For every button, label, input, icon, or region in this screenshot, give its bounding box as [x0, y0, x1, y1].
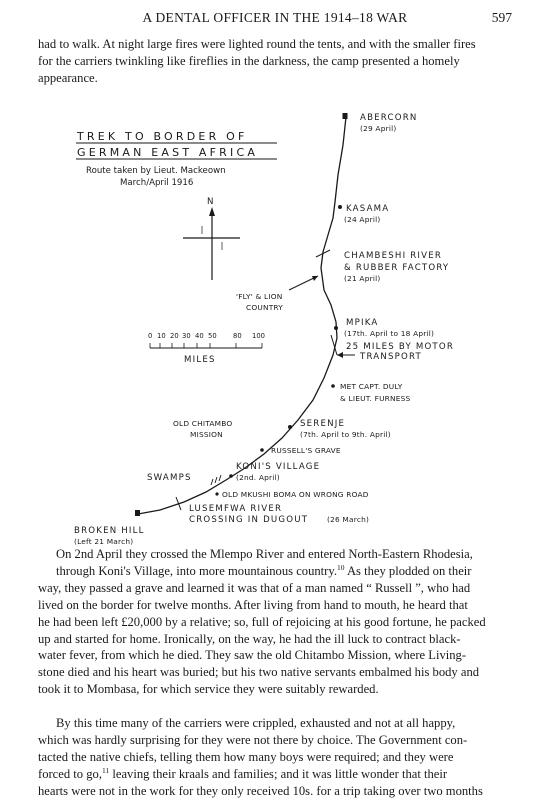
- kasama-dot: [338, 205, 342, 209]
- label-fly-2: COUNTRY: [246, 303, 284, 312]
- scale-tick-30: 30: [182, 332, 191, 340]
- compass-north: N: [207, 197, 215, 207]
- text-line: stone died and his heart was buried; but his two native servants embalmed his body and: [38, 665, 480, 680]
- map-subtitle-line2: March/April 1916: [120, 178, 194, 188]
- label-russell: RUSSELL'S GRAVE: [271, 446, 341, 455]
- label-kasama: KASAMA: [346, 204, 390, 214]
- text-line: hearts were not in the work for they only received 10s. for a trip taking over two months: [38, 783, 483, 798]
- text-line: had to walk. At night large fires were lighted round the tents, and with the smaller fires: [38, 37, 476, 51]
- footnote-ref: 10: [337, 562, 345, 572]
- text-line-with-footnote: [38, 563, 512, 580]
- label-mpika-date: (17th. April to 18 April): [344, 329, 435, 338]
- label-lusemfwa-2: CROSSING IN DUGOUT: [189, 515, 309, 525]
- page-number: 597: [491, 10, 512, 25]
- text-line: he had been left £20,000 by a relative; so, full of rejoicing at his good fortune, he packed: [38, 614, 486, 629]
- label-chambeshi-1: CHAMBESHI RIVER: [344, 251, 443, 261]
- abercorn-marker: [343, 113, 348, 119]
- text-line: for the carriers twinkling like fireflies in the darkness, the camp presented a homely: [38, 53, 460, 68]
- map-title-line2: GERMAN EAST AFRICA: [77, 146, 259, 159]
- text-segment: forced to go,: [38, 766, 102, 781]
- label-lusemfwa-date: (26 March): [327, 515, 370, 524]
- scale-tick-80: 80: [233, 332, 242, 340]
- paragraph-3: [38, 715, 512, 800]
- serenje-dot: [288, 425, 292, 429]
- label-fly-1: 'FLY' & LION: [236, 292, 283, 301]
- scale-tick-10: 10: [157, 332, 166, 340]
- motor-arrowhead: [337, 352, 343, 358]
- mpika-dot: [334, 326, 338, 330]
- label-serenje: SERENJE: [300, 419, 346, 429]
- text-line: up and started for home. Ironically, on the way, he had the ill luck to contract black-: [38, 631, 461, 646]
- label-mkushi: OLD MKUSHI BOMA ON WRONG ROAD: [222, 490, 369, 499]
- text-line: took it to Mombasa, for which service they were suitably rewarded.: [38, 682, 379, 697]
- scale-unit: MILES: [184, 355, 216, 365]
- footnote-ref: 11: [102, 765, 110, 775]
- label-mpika: MPIKA: [346, 318, 379, 328]
- text-line: appearance.: [38, 70, 98, 85]
- label-duly-2: & LIEUT. FURNESS: [340, 394, 411, 403]
- label-abercorn-date: (29 April): [360, 124, 397, 133]
- label-broken-hill-date: (Left 21 March): [74, 537, 134, 546]
- label-koni-date: (2nd. April): [236, 473, 280, 482]
- label-chambeshi-date: (21 April): [344, 274, 381, 283]
- label-koni: KONI'S VILLAGE: [236, 462, 321, 472]
- broken-hill-marker: [135, 510, 140, 516]
- text-line: By this time many of the carriers were crippled, exhausted and not at all happy,: [56, 716, 456, 730]
- text-segment: through Koni's Village, into more mountainous country.: [56, 563, 337, 578]
- label-motor-2: TRANSPORT: [360, 352, 422, 362]
- scale-tick-40: 40: [195, 332, 204, 340]
- duly-dot: [331, 384, 335, 388]
- scale-bar: [148, 332, 265, 348]
- scale-tick-100: 100: [252, 332, 265, 340]
- scale-tick-0: 0: [148, 332, 153, 340]
- text-line: water fever, from which he died. They saw the old Chitambo Mission, where Living-: [38, 648, 467, 663]
- label-swamps: SWAMPS: [147, 473, 192, 483]
- map-title-line1: TREK TO BORDER OF: [77, 130, 248, 143]
- paragraph-2: [38, 546, 512, 698]
- text-line: On 2nd April they crossed the Mlempo River and entered North-Eastern Rhodesia,: [56, 547, 473, 561]
- text-line: tacted the native chiefs, telling them how many boys were required; and they were: [38, 749, 454, 764]
- koni-dot: [229, 474, 233, 478]
- running-header: [38, 10, 512, 28]
- label-motor-1: 25 MILES BY MOTOR: [346, 342, 454, 352]
- label-broken-hill: BROKEN HILL: [74, 526, 145, 536]
- paragraph-1: [38, 36, 512, 87]
- running-title: A DENTAL OFFICER IN THE 1914–18 WAR: [142, 10, 408, 25]
- scale-tick-50: 50: [208, 332, 217, 340]
- text-line: lived on the border for twelve months. After living from hand to mouth, he heard that: [38, 597, 468, 612]
- text-segment: leaving their kraals and families;: [109, 766, 278, 781]
- label-lusemfwa-1: LUSEMFWA RIVER: [189, 504, 283, 514]
- scale-tick-20: 20: [170, 332, 179, 340]
- text-line: which was hardly surprising for they were not there by choice. The Government con-: [38, 732, 468, 747]
- north-arrow-icon: [183, 207, 240, 280]
- route-map: [0, 100, 534, 550]
- text-segment: As they plodded on their: [344, 563, 472, 578]
- label-kasama-date: (24 April): [344, 215, 381, 224]
- mkushi-dot: [215, 492, 218, 495]
- label-chambeshi-2: & RUBBER FACTORY: [344, 263, 450, 273]
- label-serenje-date: (7th. April to 9th. April): [300, 430, 391, 439]
- text-line-with-footnote: [38, 766, 512, 783]
- label-abercorn: ABERCORN: [360, 113, 418, 123]
- text-line: way, they passed a grave and learned it was that of a man named “ Russell ”, who had: [38, 580, 471, 595]
- russell-dot: [260, 448, 264, 452]
- label-chitambo-2: MISSION: [190, 430, 223, 439]
- map-subtitle-line1: Route taken by Lieut. Mackeown: [86, 166, 226, 176]
- text-segment: and it was little wonder that their: [280, 766, 448, 781]
- label-duly-1: MET CAPT. DULY: [340, 382, 403, 391]
- label-chitambo-1: OLD CHITAMBO: [173, 419, 233, 428]
